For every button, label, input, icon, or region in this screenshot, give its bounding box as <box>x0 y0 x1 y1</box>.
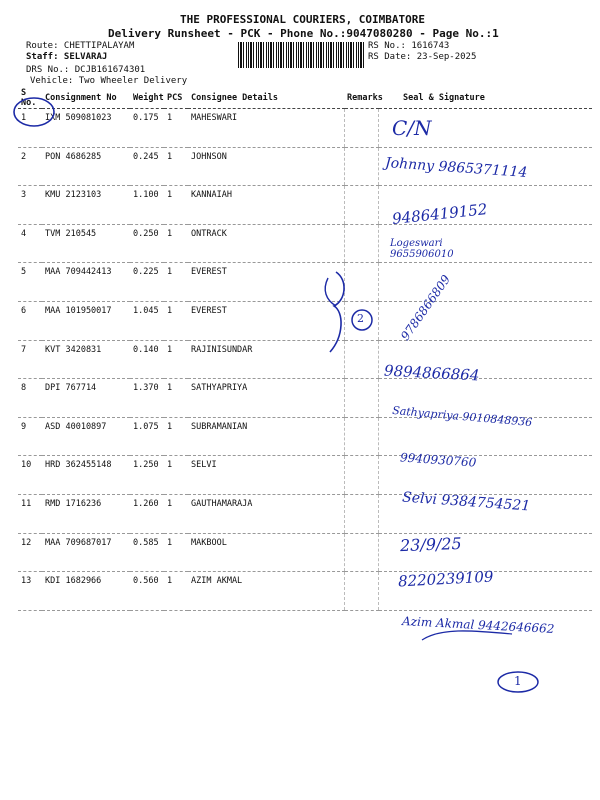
rs-date: RS Date: 23-Sep-2025 <box>368 52 477 62</box>
col-weight: Weight <box>130 88 164 109</box>
cell-consignee: EVEREST <box>188 301 344 340</box>
signature-row13: Azim Akmal 9442646662 <box>401 614 555 636</box>
bracket-tail <box>325 278 336 306</box>
col-pcs: PCS <box>164 88 188 109</box>
cell-sno: 11 <box>18 494 42 533</box>
cell-consignment: PON 4686285 <box>42 147 130 186</box>
cell-consignment: HRD 362455148 <box>42 456 130 495</box>
cell-consignment: ASD 40010897 <box>42 417 130 456</box>
col-consignee: Consignee Details <box>188 88 344 109</box>
cell-sno: 1 <box>18 109 42 148</box>
vehicle: Vehicle: Two Wheeler Delivery <box>30 76 188 86</box>
cell-weight: 0.250 <box>130 224 164 263</box>
col-consignment: Consignment No <box>42 88 130 109</box>
cell-consignment: MAA 709687017 <box>42 533 130 572</box>
runsheet-title: Delivery Runsheet - PCK - Phone No.:9047080280 - Page No.:1 <box>108 27 499 40</box>
signature-row11: 23/9/25 <box>399 533 463 556</box>
cell-sno: 2 <box>18 147 42 186</box>
signature-row8: Sathyapriya 9010848936 <box>391 403 533 430</box>
cell-consignment: KMU 2123103 <box>42 186 130 225</box>
cell-weight: 0.140 <box>130 340 164 379</box>
cell-consignment: KDI 1682966 <box>42 572 130 611</box>
cell-weight: 1.100 <box>130 186 164 225</box>
cell-weight: 0.560 <box>130 572 164 611</box>
cell-consignment: MAA 709442413 <box>42 263 130 302</box>
cell-sno: 6 <box>18 301 42 340</box>
cell-pcs: 1 <box>164 533 188 572</box>
cell-sno: 4 <box>18 224 42 263</box>
route: Route: CHETTIPALAYAM <box>26 41 135 51</box>
cell-consignee: MAKBOOL <box>188 533 344 572</box>
cell-pcs: 1 <box>164 147 188 186</box>
cell-consignment: MAA 101950017 <box>42 301 130 340</box>
row1-circle-mark <box>14 98 54 126</box>
cell-consignee: KANNAIAH <box>188 186 344 225</box>
cell-consignment: TVM 210545 <box>42 224 130 263</box>
cell-consignee: MAHESWARI <box>188 109 344 148</box>
bracket-note: 2 <box>357 312 364 325</box>
cell-consignee: SUBRAMANIAN <box>188 417 344 456</box>
cell-sno: 7 <box>18 340 42 379</box>
cell-pcs: 1 <box>164 340 188 379</box>
cell-pcs: 1 <box>164 224 188 263</box>
cell-weight: 0.585 <box>130 533 164 572</box>
signature-row9: 9940930760 <box>399 450 477 470</box>
cell-pcs: 1 <box>164 109 188 148</box>
cell-pcs: 1 <box>164 379 188 418</box>
cell-consignee: SATHYAPRIYA <box>188 379 344 418</box>
cell-sno: 10 <box>18 456 42 495</box>
cell-weight: 1.045 <box>130 301 164 340</box>
cell-pcs: 1 <box>164 186 188 225</box>
cell-sno: 8 <box>18 379 42 418</box>
cell-consignment: RMD 1716236 <box>42 494 130 533</box>
signature-row10: Selvi 9384754521 <box>401 489 531 515</box>
col-signature: Seal & Signature <box>378 88 592 109</box>
cell-sno: 13 <box>18 572 42 611</box>
cell-consignee: EVEREST <box>188 263 344 302</box>
cell-sno: 5 <box>18 263 42 302</box>
signature-row4: Logeswari 9655906010 <box>390 238 454 260</box>
cell-consignee: JOHNSON <box>188 147 344 186</box>
cell-weight: 1.260 <box>130 494 164 533</box>
cell-consignee: AZIM AKMAL <box>188 572 344 611</box>
cell-weight: 0.225 <box>130 263 164 302</box>
signature-row1: C/N <box>392 116 432 140</box>
cell-pcs: 1 <box>164 572 188 611</box>
cell-consignee: SELVI <box>188 456 344 495</box>
cell-consignment: IXM 509081023 <box>42 109 130 148</box>
cell-weight: 1.370 <box>130 379 164 418</box>
cell-pcs: 1 <box>164 301 188 340</box>
drs-number: DRS No.: DCJB161674301 <box>26 65 146 75</box>
cell-pcs: 1 <box>164 494 188 533</box>
cell-pcs: 1 <box>164 417 188 456</box>
signature-rows5-6: 9786866809 <box>398 272 454 344</box>
signature-row3: 9486419152 <box>391 200 489 228</box>
cell-weight: 1.250 <box>130 456 164 495</box>
cell-weight: 1.075 <box>130 417 164 456</box>
col-remarks: Remarks <box>344 88 378 109</box>
company-title: THE PROFESSIONAL COURIERS, COIMBATORE <box>180 13 426 26</box>
cell-sno: 3 <box>18 186 42 225</box>
cell-pcs: 1 <box>164 263 188 302</box>
cell-consignment: DPI 767714 <box>42 379 130 418</box>
cell-sno: 12 <box>18 533 42 572</box>
page-mark: 1 <box>514 674 522 688</box>
cell-consignee: ONTRACK <box>188 224 344 263</box>
cell-pcs: 1 <box>164 456 188 495</box>
signature-row12: 8220239109 <box>397 567 494 591</box>
rs-number: RS No.: 1616743 <box>368 41 450 51</box>
cell-consignee: GAUTHAMARAJA <box>188 494 344 533</box>
col-sno: S No. <box>18 88 42 109</box>
bracket-mark <box>330 272 344 352</box>
staff: Staff: SELVARAJ <box>26 52 108 62</box>
cell-sno: 9 <box>18 417 42 456</box>
cell-weight: 0.245 <box>130 147 164 186</box>
cell-weight: 0.175 <box>130 109 164 148</box>
cell-consignee: RAJINISUNDAR <box>188 340 344 379</box>
signature-row2: Johnny 9865371114 <box>384 155 528 181</box>
signature-row7: 9894866864 <box>383 361 480 385</box>
cell-consignment: KVT 3420831 <box>42 340 130 379</box>
